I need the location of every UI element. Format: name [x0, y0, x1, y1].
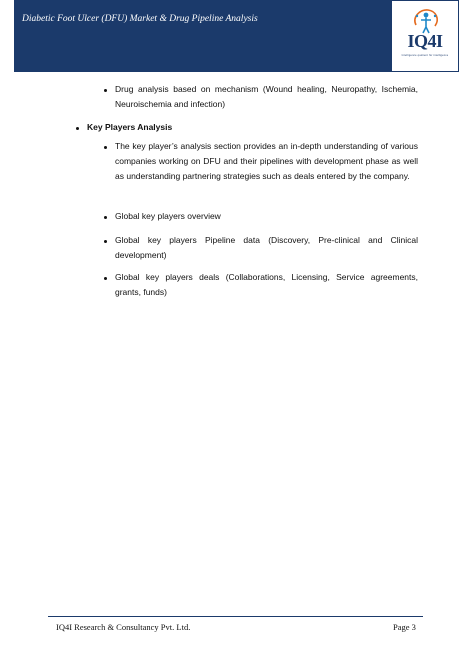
logo-text: IQ4I — [407, 31, 443, 51]
bullet-marker — [104, 216, 107, 219]
bullet-marker — [104, 146, 107, 149]
iq4i-logo — [391, 0, 459, 72]
header-bar — [14, 0, 391, 72]
bullet-marker — [76, 127, 79, 130]
list-item: Drug analysis based on mechanism (Wound healing, Neuropathy, Ischemia, Neuroischemia and infection) — [115, 84, 418, 109]
list-item: The key player’s analysis section provides an in-depth understanding of various companies working on DFU and their pipelines with development phase as well as understanding partnering strategies such as deals entered by the company. — [115, 141, 418, 181]
footer-divider — [48, 616, 423, 617]
bullet-marker — [104, 240, 107, 243]
bullet-marker — [104, 89, 107, 92]
logo-subtext: Intelligence quotient for intelligence — [401, 54, 449, 57]
list-item: Global key players Pipeline data (Discovery, Pre-clinical and Clinical development) — [115, 235, 418, 260]
list-item: Global key players overview — [115, 211, 221, 221]
page-header — [0, 0, 474, 72]
bullet-marker — [104, 277, 107, 280]
footer-company: IQ4I Research & Consultancy Pvt. Ltd. — [56, 622, 191, 632]
list-item: Global key players deals (Collaborations, Licensing, Service agreements, grants, funds) — [115, 272, 418, 297]
page-number: Page 3 — [393, 622, 416, 632]
section-heading: Key Players Analysis — [87, 122, 173, 132]
header-title: Diabetic Foot Ulcer (DFU) Market & Drug Pipeline Analysis — [22, 14, 258, 24]
